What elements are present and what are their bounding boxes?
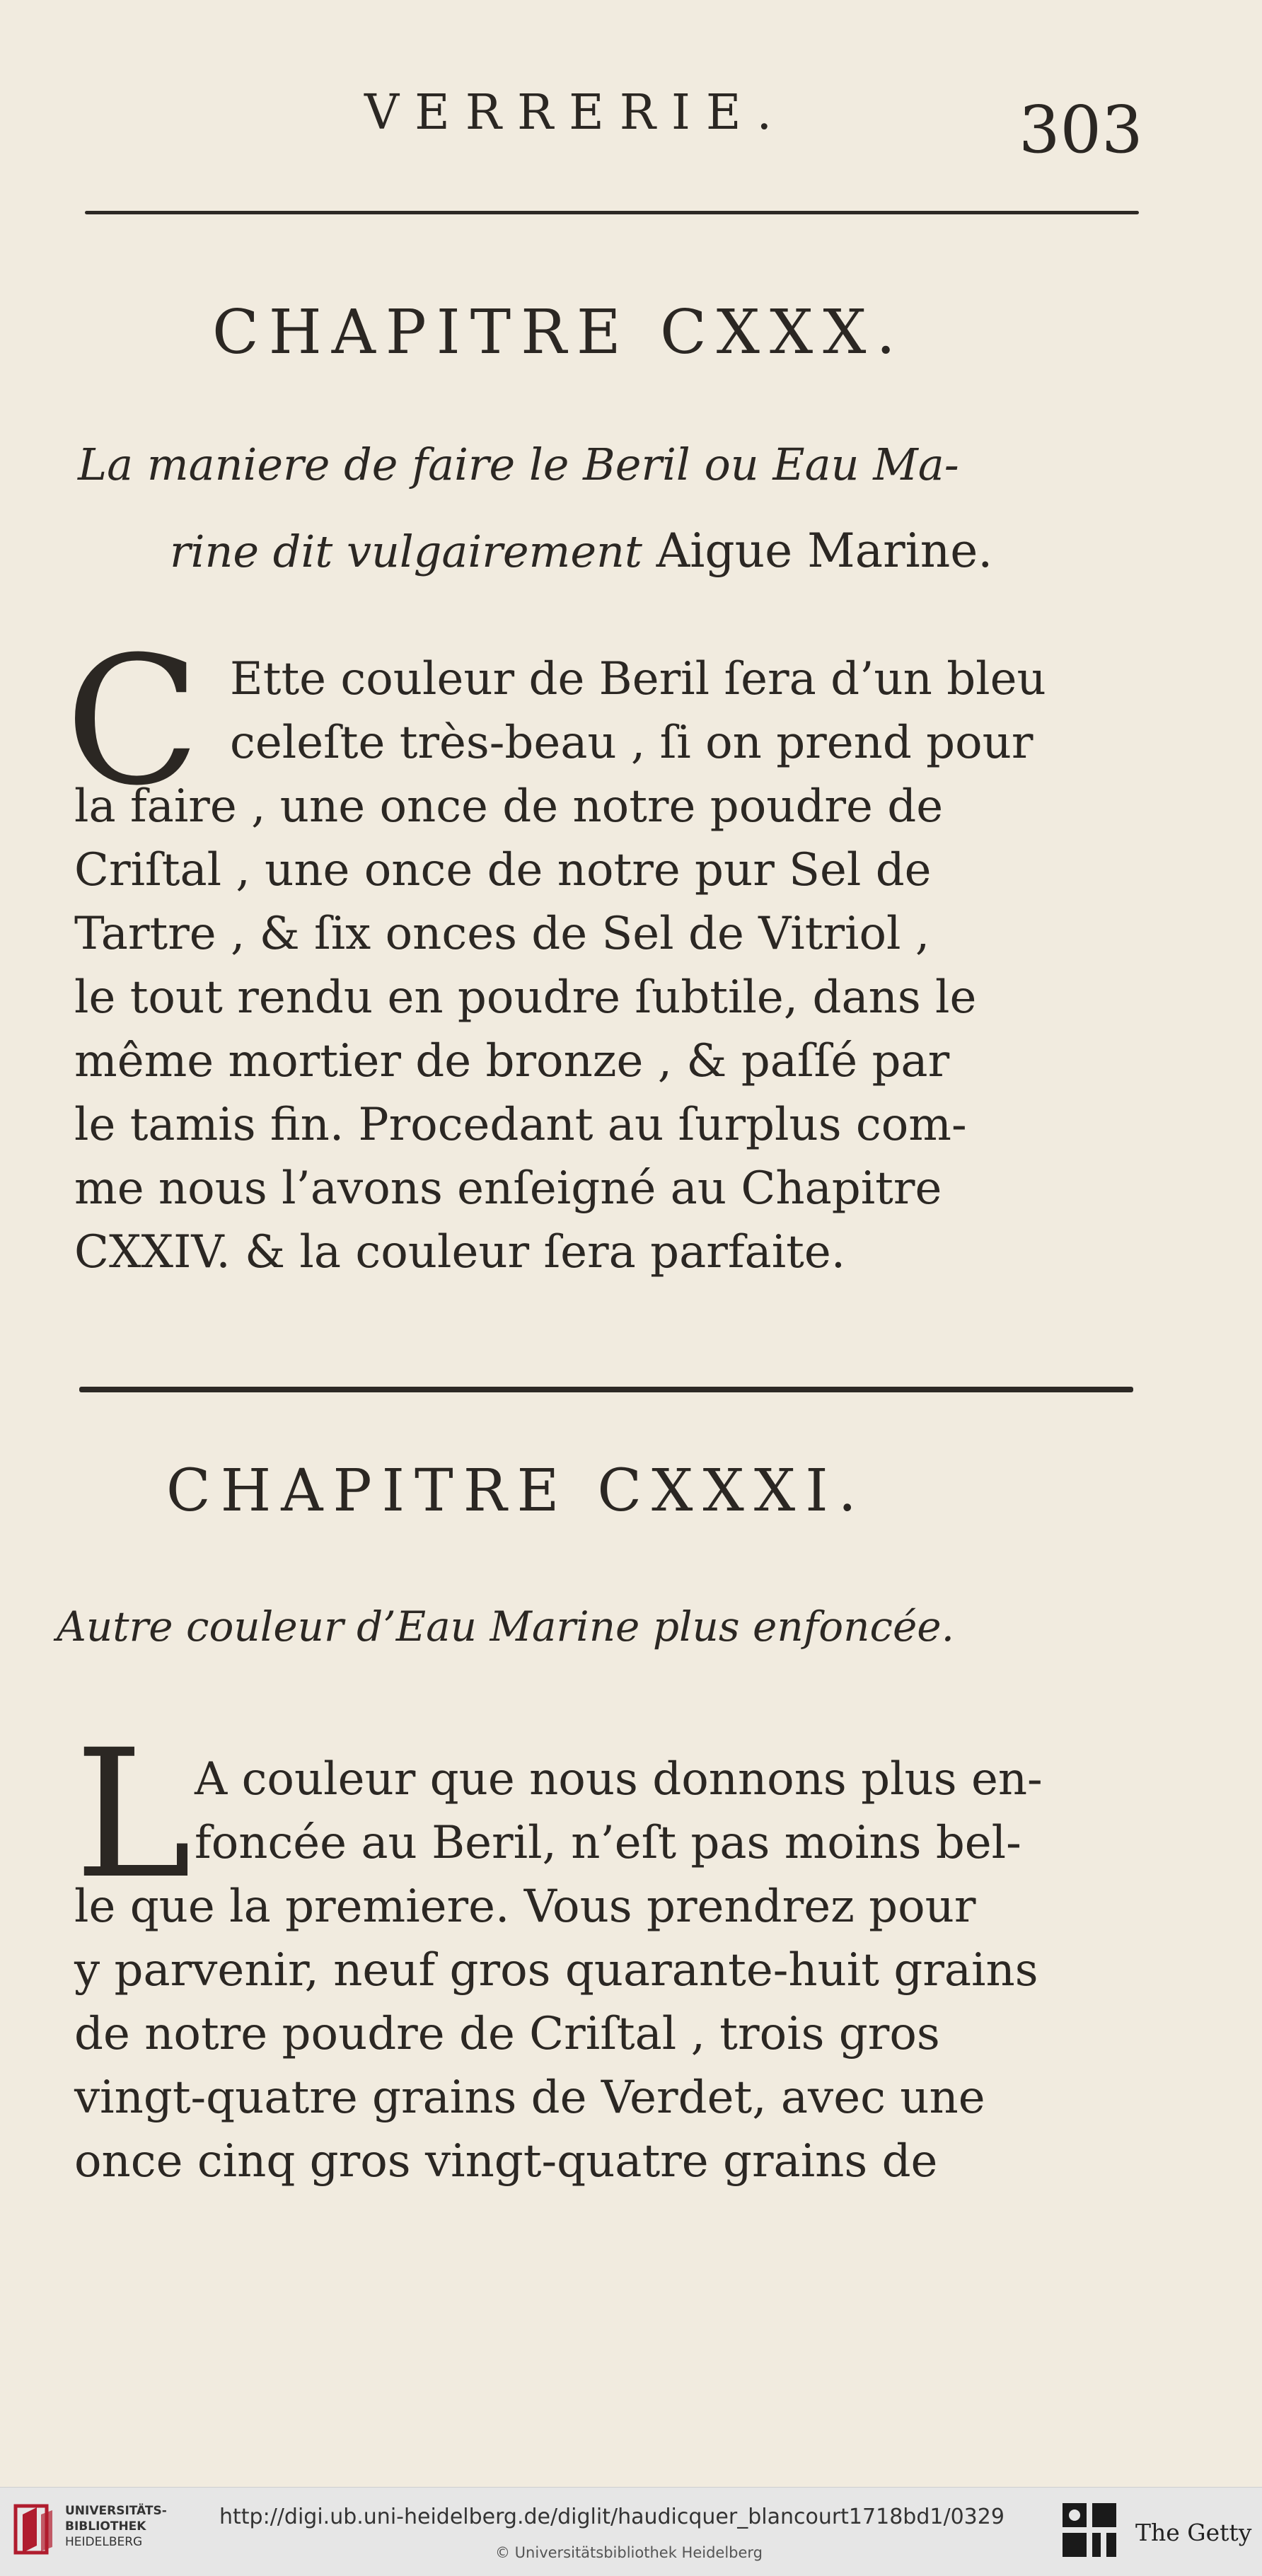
getty-logo-icon: [1061, 2502, 1118, 2558]
chapter-heading: CHAPITRE CXXX.: [212, 297, 905, 368]
text-line: A couleur que nous donnons plus en-: [195, 1753, 1043, 1806]
drop-cap: L: [74, 1711, 192, 1917]
chapter-subtitle-line: rine dit vulgairement: [170, 526, 642, 577]
text-line: Ette couleur de Beril ſera d’un bleu: [230, 653, 1046, 705]
text-line: vingt-quatre grains de Verdet, avec une: [74, 2072, 985, 2124]
viewer-footer: [0, 2487, 1262, 2576]
chapter-paragraph: [74, 1748, 1178, 2193]
text-line: y parvenir, neuf gros quarante-huit grains: [74, 1944, 1038, 1997]
chapter-subtitle: La maniere de faire le Beril ou Eau Ma-: [78, 439, 959, 490]
running-head-title: VERRERIE.: [364, 85, 788, 141]
chapter-heading: CHAPITRE CXXXI.: [166, 1457, 867, 1525]
section-rule: [79, 1387, 1133, 1392]
chapter-subtitle: [170, 524, 992, 578]
text-line: Tartre , & ſix onces de Sel de Vitriol ,: [74, 908, 930, 960]
permalink-url[interactable]: http://digi.ub.uni-heidelberg.de/diglit/haudicquer_blancourt1718bd1/0329: [219, 2505, 1005, 2529]
text-line: la faire , une once de notre poudre de: [74, 780, 944, 833]
library-name: [65, 2503, 167, 2550]
partner-name: The Getty: [1135, 2519, 1252, 2546]
heidelberg-library-logo-icon: [13, 2502, 57, 2558]
chapter-subtitle: Autre couleur d’Eau Marine plus enfoncée.: [57, 1602, 955, 1651]
text-line: de notre poudre de Criſtal , trois gros: [74, 2008, 940, 2060]
header-rule: [85, 211, 1139, 214]
text-line: me nous l’avons enſeigné au Chapitre: [74, 1162, 942, 1215]
text-line: celeſte très-beau , ſi on prend pour: [230, 717, 1034, 769]
library-name-line: HEIDELBERG: [65, 2535, 143, 2549]
text-line: le tout rendu en poudre ſubtile, dans le: [74, 971, 977, 1024]
text-line: once cinq gros vingt-quatre grains de: [74, 2135, 938, 2188]
chapter-paragraph: [74, 647, 1178, 1284]
text-line: foncée au Beril, n’eſt pas moins bel-: [195, 1817, 1021, 1869]
drop-cap: C: [65, 618, 201, 824]
running-head: [0, 78, 1262, 168]
library-name-line: UNIVERSITÄTS-: [65, 2504, 167, 2518]
page-number: 303: [1019, 92, 1143, 168]
chapter-subtitle-upright: Aigue Marine.: [656, 524, 993, 578]
library-name-line: BIBLIOTHEK: [65, 2519, 146, 2534]
text-line: le que la premiere. Vous prendrez pour: [74, 1881, 976, 1933]
text-line: CXXIV. & la couleur ſera parfaite.: [74, 1226, 846, 1278]
text-line: Criſtal , une once de notre pur Sel de: [74, 844, 932, 896]
text-line: le tamis fin. Procedant au ſurplus com-: [74, 1099, 967, 1151]
text-line: même mortier de bronze , & paſſé par: [74, 1035, 950, 1087]
copyright-notice: © Universitätsbibliothek Heidelberg: [495, 2544, 763, 2561]
